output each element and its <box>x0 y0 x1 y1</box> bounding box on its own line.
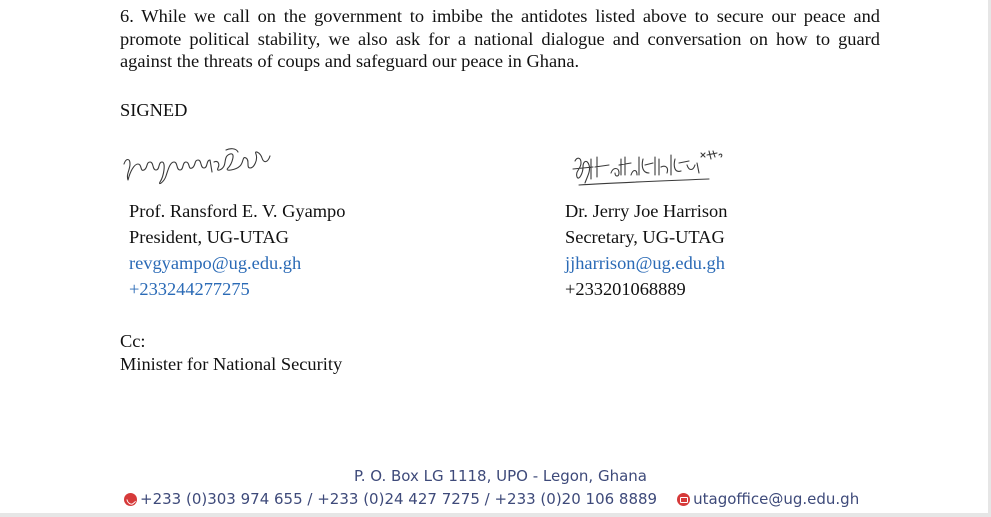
cc-recipient: Minister for National Security <box>120 354 343 374</box>
signatory-phone: +233201068889 <box>565 279 686 299</box>
signatory-right <box>565 198 727 302</box>
email-icon <box>677 493 690 506</box>
signatory-title: President, UG-UTAG <box>129 227 289 247</box>
paragraph-6: 6. While we call on the government to imbibe the antidotes listed above to secure our peace and promote political stability, we also ask for a national dialogue and conversation on how to guard against the threats of coups and safeguard our peace in Ghana. <box>120 6 880 72</box>
footer-contact <box>124 490 859 508</box>
signatory-phone-link[interactable]: +233244277275 <box>129 279 250 299</box>
signatory-name: Dr. Jerry Joe Harrison <box>565 201 728 221</box>
page-edge-bottom <box>0 513 991 517</box>
signatory-email-link[interactable]: revgyampo@ug.edu.gh <box>129 253 302 273</box>
footer-email: utagoffice@ug.edu.gh <box>693 490 860 508</box>
signatory-email-link[interactable]: jjharrison@ug.edu.gh <box>565 253 725 273</box>
footer-address: P. O. Box LG 1118, UPO - Legon, Ghana <box>354 467 647 485</box>
signatory-title: Secretary, UG-UTAG <box>565 227 725 247</box>
footer-phones: +233 (0)303 974 655 / +233 (0)24 427 7275 / +233 (0)20 106 8889 <box>140 490 658 508</box>
signatory-left <box>129 198 345 302</box>
signed-label: SIGNED <box>120 100 188 120</box>
signatory-name: Prof. Ransford E. V. Gyampo <box>129 201 346 221</box>
cc-label: Cc: <box>120 331 146 351</box>
signature-right <box>569 143 729 191</box>
cc-block <box>120 330 342 376</box>
signature-left-drawing <box>120 142 280 188</box>
phone-icon <box>124 493 137 506</box>
signature-right-drawing <box>569 143 729 191</box>
signature-left <box>120 142 280 188</box>
